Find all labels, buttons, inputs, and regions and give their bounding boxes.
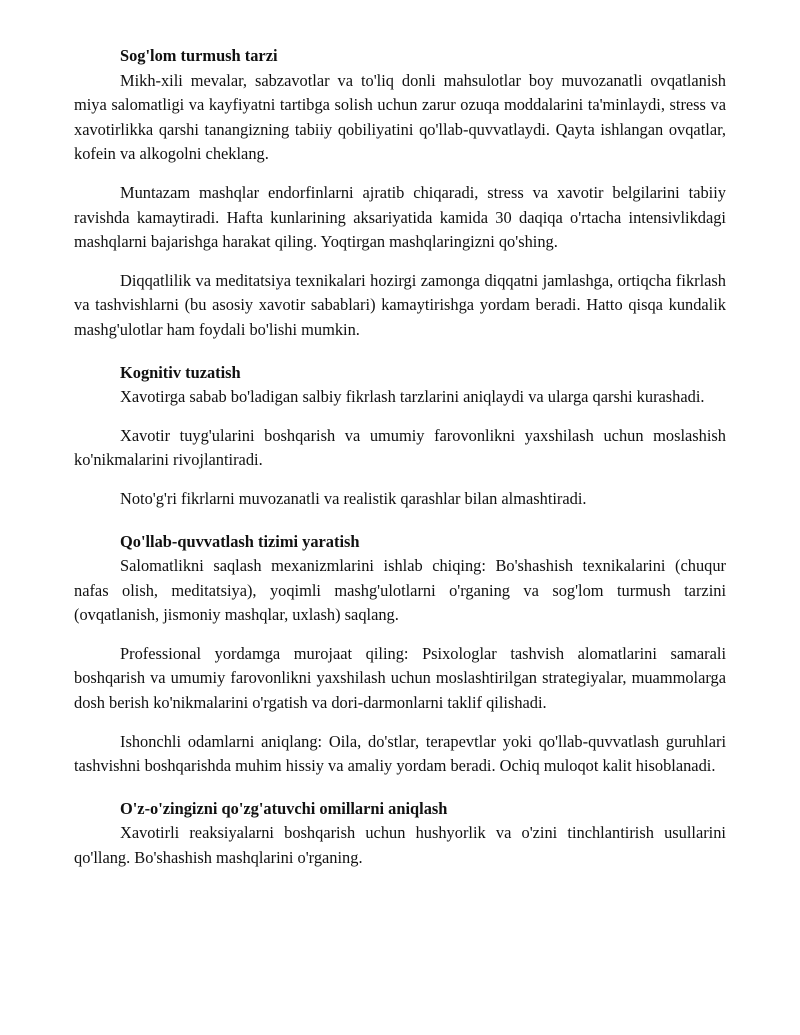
document-page — [74, 44, 726, 871]
section-heading: Sog'lom turmush tarzi — [120, 46, 278, 65]
paragraph: Xavotirli reaksiyalarni boshqarish uchun hushyorlik va o'zini tinchlantirish usullarini qo'llang. Bo'shashish mashqlarini o'rganing. — [74, 823, 726, 868]
paragraph: Muntazam mashqlar endorfinlarni ajratib chiqaradi, stress va xavotir belgilarini tabiiy ravishda kamaytiradi. Hafta kunlarining aksariyatida kamida 30 daqiqa o'rtacha intensivlikdagi mashqlarni bajarishga harakat qiling. Yoqtirgan mashqlaringizni qo'shing. — [74, 182, 726, 252]
section-healthy-lifestyle — [74, 44, 726, 343]
section-heading: Kognitiv tuzatish — [120, 362, 241, 382]
section-triggers — [74, 797, 726, 871]
paragraph: Mikh-xili mevalar, sabzavotlar va to'liq donli mahsulotlar boy muvozanatli ovqatlanish miya salomatligi va kayfiyatni tartibga solish uchun zarur ozuqa moddalarini ta'minlaydi, stress va xavotirlikka qarshi tanangizning tabiiy qobiliyatini qo'llab-quvvatlaydi. Qayta ishlangan ovqatlar, kofein va alkogolni cheklang. — [74, 70, 726, 164]
section-heading: O'z-o'zingizni qo'zg'atuvchi omillarni aniqlash — [120, 798, 448, 818]
paragraph: Salomatlikni saqlash mexanizmlarini ishlab chiqing: Bo'shashish texnikalarini (chuqur nafas olish, meditatsiya), yoqimli mashg'ulotlarni o'rganing va sog'lom turmush tarzini (ovqatlanish, jismoniy mashqlar, uxlash) saqlang. — [74, 556, 726, 625]
paragraph: Professional yordamga murojaat qiling: Psixologlar tashvish alomatlarini samarali boshqarish va umumiy farovonlikni yaxshilash uchun moslashtirilgan strategiyalar, muammolarga dosh berish ko'nikmalarini o'rgatish va dori-darmonlarni taklif qilishadi. — [74, 643, 726, 713]
section-support-system — [74, 530, 726, 779]
section-cognitive-correction — [74, 361, 726, 512]
paragraph: Xavotirga sabab bo'ladigan salbiy fikrlash tarzlarini aniqlaydi va ularga qarshi kurashadi. — [120, 387, 705, 407]
section-heading: Qo'llab-quvvatlash tizimi yaratish — [120, 531, 360, 551]
paragraph: Ishonchli odamlarni aniqlang: Oila, do'stlar, terapevtlar yoki qo'llab-quvvatlash guruhlari tashvishni boshqarishda muhim hissiy va amaliy yordam beradi. Ochiq muloqot kalit hisoblanadi. — [74, 731, 726, 776]
paragraph: Xavotir tuyg'ularini boshqarish va umumiy farovonlikni yaxshilash uchun moslashish ko'nikmalarini rivojlantiradi. — [74, 425, 726, 470]
paragraph: Diqqatlilik va meditatsiya texnikalari hozirgi zamonga diqqatni jamlashga, ortiqcha fikrlash va tashvishlarni (bu asosiy xavotir sabablari) kamaytirishga yordam beradi. Hatto qisqa kundalik mashg'ulotlar ham foydali bo'lishi mumkin. — [74, 270, 726, 339]
paragraph: Noto'g'ri fikrlarni muvozanatli va realistik qarashlar bilan almashtiradi. — [120, 488, 587, 508]
